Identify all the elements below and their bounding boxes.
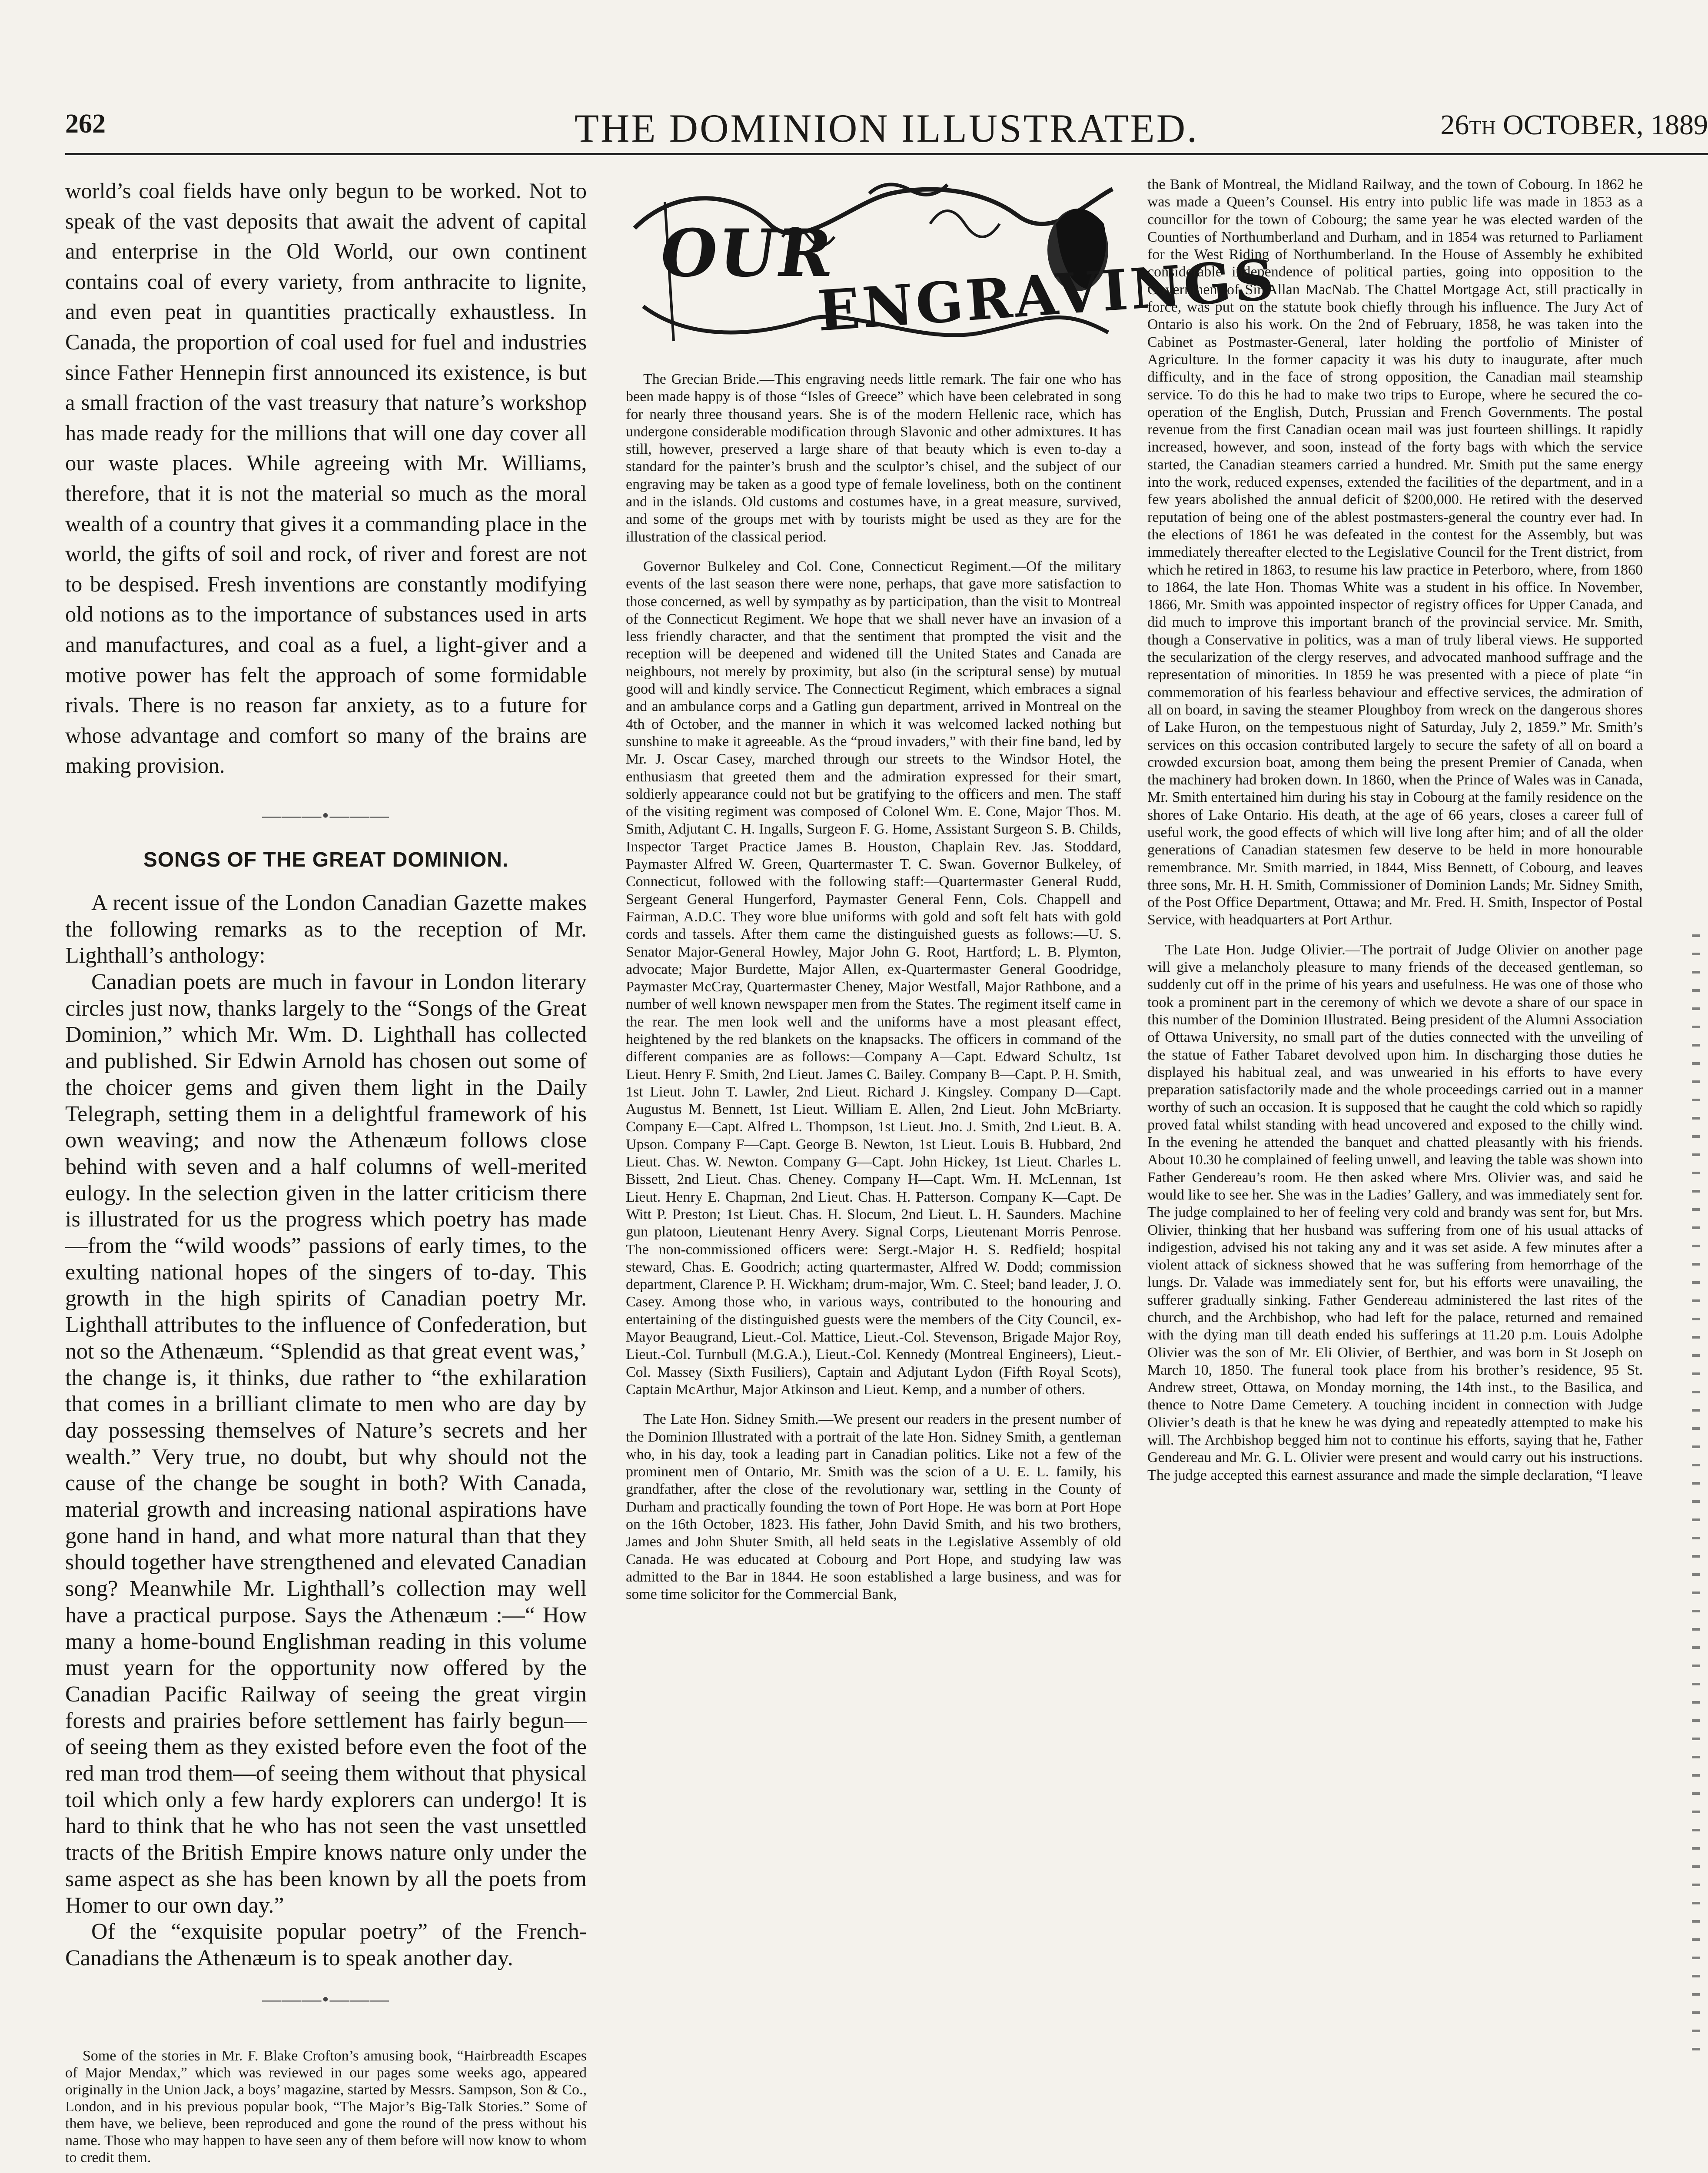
songs-paragraph-2: Canadian poets are much in favour in London literary circles just now, thanks largely to the “Songs of the Great Dominion,” which Mr. Wm. D. Lighthall has collected and published. Sir Edwin Arnold has chosen out some of the choicer gems and given them light in the Daily Telegraph, setting them in a delightful framework of his own weaving; and now the Athenæum follows close behind with seven and a half columns of well-merited eulogy. In the selection given in the latter criticism there is illustrated for us the progress which poetry has made—from the “wild woods” passions of early times, to the exulting national hopes of the singers of to-day. This growth in the high spirits of Canadian poetry Mr. Lighthall attributes to the influence of Confederation, but not so the Athenæum. “Splendid as that great event was,’ the change is, it thinks, due rather to “the exhilaration that comes in a brilliant climate to men who are day by day possessing themselves of Nature’s secrets and her wealth.” Very true, no doubt, but why should not the cause of the change be sought in both? With Canada, material growth and increasing national aspirations have gone hand in hand, and what more natural than that they should together have strengthened and elevated Canadian song? Meanwhile Mr. Lighthall’s collection may well have a practical purpose. Says the Athenæum :—“ How many a home-bound Englishman reading in this volume must yearn for the opportunity now offered by the Canadian Pacific Railway of seeing the great virgin forests and prairies before settlement has fairly begun—of seeing them as they existed before even the foot of the red man trod them—of seeing them without that physical toil which only a few hardy explorers can undergo! It is hard to think that he who has not seen the vast unsettled tracts of the British Empire knows nature only under the same aspect as she has been known by all the poets from Homer to our own day.” — [65, 969, 587, 1918]
governor-bulkeley-paragraph: Governor Bulkeley and Col. Cone, Connecticut Regiment.—Of the military events of the last season there were none, perhaps, that gave more satisfaction to those concerned, as well by sympathy as by participation, than the visit to Montreal of the Connecticut Regiment. We hope that we shall never have an invasion of a less friendly character, and that the sentiment that prompted the visit and the reception will be deepened and widened till the United States and Canada are neighbours, not merely by proximity, but also (in the scriptural sense) by mutual good will and kindly service. The Connecticut Regiment, which embraces a signal and an ambulance corps and a Gatling gun department, arrived in Montreal on the 4th of October, and the manner in which it was welcomed lacked nothing but sunshine to make it agreeable. As the “proud invaders,” with their fine band, led by Mr. J. Oscar Casey, marched through our streets to the Windsor Hotel, the enthusiasm that greeted them and the admiration expressed for their smart, soldierly appearance could not but be gratifying to the officers and men. The staff of the visiting regiment was composed of Colonel Wm. E. Cone, Major Thos. M. Smith, Adjutant C. H. Ingalls, Surgeon F. G. Home, Assistant Surgeon S. B. Childs, Inspector Target Practice James B. Houston, Chaplain Rev. Jas. Stoddard, Paymaster Alfred W. Green, Quartermaster T. C. Swan. Governor Bulkeley, of Connecticut, followed with the following staff:—Quartermaster General Rudd, Sergeant General Hungerford, Paymaster General Fenn, Cols. Chappell and Fairman, A.D.C. They wore blue uniforms with gold and soft felt hats with gold cords and tassels. After them came the distinguished guests as follows:—U. S. Senator Major-General Howley, Major John G. Root, Hartford; L. B. Plymton, advocate; Major Burdette, Major Allen, ex-Quartermaster General Goodridge, Paymaster McCray, Quartermaster Cheney, Major Westfall, Major Rathbone, and a number of well known newspaper men from the States. The regiment itself came in the rear. The men look well and the uniforms have a most pleasant effect, heightened by the red blankets on the knapsacks. The officers in command of the different companies are as follows:—Company A—Capt. Edward Schultz, 1st Lieut. Henry F. Smith, 2nd Lieut. James C. Bailey. Company B—Capt. P. H. Smith, 1st Lieut. John T. Lawler, 2nd Lieut. Richard J. Kingsley. Company D—Capt. Augustus M. Bennett, 1st Lieut. William E. Allen, 2nd Lieut. John McBriarty. Company E—Capt. Alfred L. Thompson, 1st Lieut. Jno. J. Smith, 2nd Lieut. B. A. Upson. Company F—Capt. George B. Newton, 1st Lieut. Louis B. Hubbard, 2nd Lieut. Chas. W. Newton. Company G—Capt. John Hickey, 1st Lieut. Charles L. Bissett, 2nd Lieut. Chas. Cheney. Company H—Capt. Wm. H. McLennan, 1st Lieut. Henry E. Chapman, 2nd Lieut. Chas. H. Patterson. Company K—Capt. De Witt P. Preston; 1st Lieut. Chas. H. Slocum, 2nd Lieut. L. H. Saunders. Machine gun platoon, Lieutenant Henry Avery. Signal Corps, Lieutenant Morris Penrose. The non-commissioned officers were: Sergt.-Major H. S. Redfield; hospital steward, Chas. E. Goodrich; acting quartermaster, Alfred W. Dodd; commission department, Clarence P. H. Wickham; drum-major, Wm. C. Steel; band leader, J. O. Casey. Among those who, in various ways, contributed to the honouring and entertaining of the distinguished guests were the members of the City Council, ex-Mayor Beaugrand, Lieut.-Col. Mattice, Lieut.-Col. Stevenson, Brigade Major Roy, Lieut.-Col. Turnbull (M.G.A.), Lieut.-Col. Kennedy (Montreal Engineers), Lieut.-Col. Massey (Sixth Fusiliers), Captain and Adjutant Lydon (Fifth Royal Scots), Captain McArthur, Major Atkinson and Lieut. Kemp, and a number of others. — [626, 558, 1121, 1398]
songs-paragraph-1: A recent issue of the London Canadian Gazette makes the following remarks as to the reception of Mr. Lighthall’s anthology: — [65, 890, 587, 968]
songs-paragraph-3: Of the “exquisite popular poetry” of the French-Canadians the Athenæum is to speak another day. — [65, 1919, 587, 1970]
grecian-bride-paragraph: The Grecian Bride.—This engraving needs little remark. The fair one who has been made happy is of those “Isles of Greece” which have been celebrated in song for nearly three thousand years. She is of the modern Hellenic race, which has undergone considerable modification through Slavonic and other admixtures. It has still, however, preserved a large share of that beauty which is even to-day a standard for the painter’s brush and the sculptor’s chisel, and the subject of our engraving may be taken as a good type of female loveliness, both on the continent and in the islands. Old customs and costumes have, in a great measure, survived, and some of the groups met with by tourists might be used as they are for the illustration of the classical period. — [626, 371, 1121, 545]
banner-word-engravings: ENGRAVINGS — [815, 247, 1279, 344]
publication-title: THE DOMINION ILLUSTRATED. — [574, 106, 1199, 150]
adjacent-page-edge — [1692, 934, 1700, 2064]
judge-olivier-paragraph: The Late Hon. Judge Olivier.—The portrait of Judge Olivier on another page will give a melancholy pleasure to many friends of the deceased gentleman, so suddenly cut off in the prime of his years and usefulness. He was one of those who took a prominent part in the ceremony of which we devote a share of our space in this number of the Dominion Illustrated. Being president of the Alumni Association of Ottawa University, no small part of the duties connected with the unveiling of the statue of Father Tabaret devolved upon him. In discharging those duties he displayed his habitual zeal, and was unwearied in his efforts to have every preparation satisfactorily made and the whole proceedings carried out in a manner worthy of such an occasion. It is supposed that he caught the cold which so rapidly proved fatal whilst standing with head uncovered and exposed to the chilly wind. In the evening he attended the banquet and chatted pleasantly with his friends. About 10.30 he complained of feeling unwell, and leaving the table was shown into Father Gendereau’s room. He then asked where Mrs. Olivier was, and said he would like to see her. She was in the Ladies’ Gallery, and was immediately sent for. The judge complained to her of feeling very cold and brandy was sent for, but Mrs. Olivier, thinking that her husband was suffering from one of his usual attacks of indigestion, advised his not taking any and it was set aside. A few minutes after a violent attack of sickness showed that he was suffering from hemorrhage of the lungs. Dr. Valade was immediately sent for, but his efforts were unavailing, the sufferer gradually sinking. Father Gendereau administered the last rites of the church, and the Archbishop, who had left for the palace, returned and remained with the dying man till death ended his sufferings at 11.20 p.m. Louis Adolphe Olivier was the son of Mr. Eli Olivier, of Berthier, and was born in St Joseph on March 10, 1850. The funeral took place from his brother’s residence, 95 St. Andrew street, Ottawa, on Monday morning, the 14th inst., to the Basilica, and thence to Notre Dame Cemetery. A touching incident in connection with Judge Olivier’s death is that he knew he was dying and repeatedly attempted to make his will. The Archbishop begged him not to continue his efforts, saying that he, Father Gendereau and Mr. G. L. Olivier were present and would carry out his instructions. The judge accepted this earnest assurance and made the simple declaration, “I leave — [1147, 941, 1643, 1483]
banner-word-our: OUR — [655, 215, 839, 292]
section-separator: ———•——— — [262, 804, 390, 826]
column-1 — [65, 176, 587, 2173]
coal-article-text: world’s coal fields have only begun to be worked. Not to speak of the vast deposits that await the advent of capital and enterprise in the Old World, our own continent contains coal of every variety, from anthracite to lignite, and even peat in quantities practically exhaustless. In Canada, the proportion of coal used for fuel and industries since Father Hennepin first announced its existence, is but a small fraction of the vast treasury that nature’s workshop has made ready for the millions that will one day cover all our waste places. While agreeing with Mr. Williams, therefore, that it is not the material so much as the moral wealth of a country that gives it a commanding place in the world, the gifts of soil and rock, of river and forest are not to be despised. Fresh inventions are constantly modifying old notions as to the importance of substances used in arts and manufactures, and coal as a fuel, a light-giver and a motive power has felt the approach of some formidable rivals. There is no reason far anxiety, as to a future for whose advantage and comfort so many of the brains are making provision. — [65, 179, 587, 778]
column-2 — [626, 176, 1279, 2173]
page-header — [65, 104, 1708, 152]
sidney-smith-continued: the Bank of Montreal, the Midland Railway, and the town of Cobourg. In 1862 he was made a Queen’s Counsel. His entry into public life was made in 1853 as a councillor for the town of Cobourg; the same year he was elected warden of the Counties of Northumberland and Durham, and in 1854 was returned to Parliament for the West Riding of Northumberland. In the House of Assembly he exhibited considerable independence of political parties, going into opposition to the Government of Sir Allan MacNab. The Chattel Mortgage Act, still practically in force, was put on the statute book chiefly through his influence. The Jury Act of Ontario is also his work. On the 2nd of February, 1858, he was taken into the Cabinet as Postmaster-General, later holding the portfolio of Minister of Agriculture. In the former capacity it was his duty to inaugurate, after much difficulty, and in the face of strong opposition, the Canadian mail steamship service. To do this he had to make two trips to Europe, where he secured the co-operation of the English, Dutch, Prussian and French Governments. The postal revenue from the first Canadian ocean mail was just fourteen shillings. It rapidly increased, however, and soon, instead of the forty bags with which the service started, the Canadian steamers carried a hundred. Mr. Smith put the same energy into the work, reduced expenses, extended the facilities of the department, and in a few years abolished the annual deficit of $200,000. He retired with the deserved reputation of being one of the ablest postmasters-general the country ever had. In the elections of 1861 he was defeated in the contest for the Assembly, but was immediately thereafter elected to the Legislative Council for the Trent district, from which he retired in 1863, to resume his law practice in Peterboro, where, from 1860 to 1864, the late Hon. Thomas White was a student in his office. In November, 1866, Mr. Smith was appointed inspector of registry offices for Upper Canada, and did much to improve this important branch of the provincial service. Mr. Smith, though a Conservative in politics, was a man of truly liberal views. He supported the secularization of the clergy reserves, and advocated manhood suffrage and the representation of minorities. In 1859 he was presented with a piece of plate “in commemoration of his fearless behaviour and effective services, the admiration of all on board, in saving the steamer Ploughboy from wreck on the dangerous shores of Lake Huron, on the tempestuous night of Saturday, July 2, 1859.” Mr. Smith’s services on this occasion contributed largely to secure the safety of all on board a crowded excursion boat, among them being the present Premier of Canada, when the machinery had broken down. In 1860, when the Prince of Wales was in Canada, Mr. Smith entertained him during his stay in Cobourg at the family residence on the shores of Lake Ontario. His death, at the age of 66 years, closes a career full of useful work, the good effects of which will live long after him; and of all the older generations of Canadian statesmen few deserve to be held in more honourable remembrance. Mr. Smith married, in 1844, Miss Bennett, of Cobourg, and leaves three sons, Mr. H. H. Smith, Commissioner of Dominion Lands; Mr. Sidney Smith, of the Post Office Department, Ottawa; and Mr. Fred. H. Smith, Inspector of Postal Service, with headquarters at Port Arthur. — [1147, 176, 1643, 928]
header-rule — [65, 153, 1708, 155]
page-number: 262 — [65, 109, 106, 139]
column-3 — [1147, 176, 1643, 2173]
crofton-note: Some of the stories in Mr. F. Blake Crofton’s amusing book, “Hairbreadth Escapes of Major Mendax,” which was reviewed in our pages some weeks ago, appeared originally in the Union Jack, a boys’ magazine, started by Messrs. Sampson, Son & Co., London, and in his previous popular book, “The Major’s Big-Talk Stories.” Some of them have, we believe, been reproduced and gone the round of the press without his name. Those who may happen to have seen any of them before will now know to whom to credit them. — [65, 2047, 587, 2166]
issue-date: 26th OCTOBER, 1889 — [1440, 109, 1708, 141]
section-separator-2: ———•——— — [262, 1988, 390, 2010]
songs-heading: SONGS OF THE GREAT DOMINION. — [143, 848, 509, 871]
our-engravings-banner — [626, 176, 1279, 354]
sidney-smith-paragraph: The Late Hon. Sidney Smith.—We present our readers in the present number of the Dominion Illustrated with a portrait of the late Hon. Sidney Smith, a gentleman who, in his day, took a leading part in Canadian politics. Like not a few of the prominent men of Ontario, Mr. Smith was the scion of a U. E. L. family, his grandfather, after the close of the revolutionary war, settling in the County of Durham and practically founding the town of Port Hope. He was born at Port Hope on the 16th October, 1823. His father, John David Smith, and his two brothers, James and John Shuter Smith, all held seats in the Legislative Assembly of old Canada. He was educated at Cobourg and Port Hope, and studying law was admitted to the Bar in 1844. He soon established a large business, and was for some time solicitor for the Commercial Bank, — [626, 1411, 1121, 1603]
